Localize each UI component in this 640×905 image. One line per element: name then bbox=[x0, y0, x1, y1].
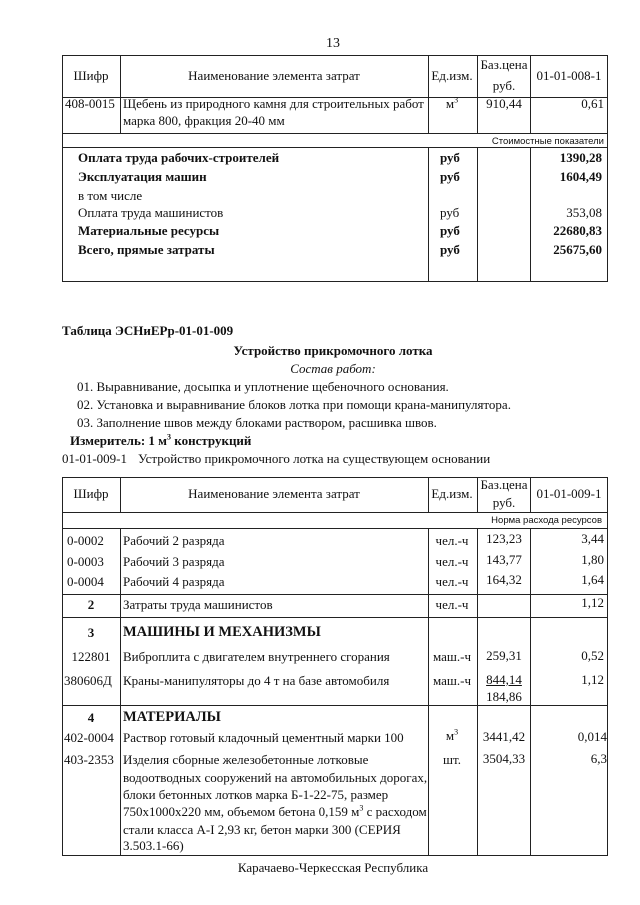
col-rate-header: 01-01-009-1 bbox=[536, 486, 602, 501]
resource-unit: шт. bbox=[443, 752, 461, 767]
resource-price-operator: 184,86 bbox=[486, 689, 522, 704]
resource-name: Изделия сборные железобетонные лотковые bbox=[123, 752, 369, 767]
total-label: Оплата труда машинистов bbox=[78, 205, 224, 220]
resource-price: 910,44 bbox=[486, 96, 522, 111]
section-number: 3 bbox=[87, 625, 95, 640]
resource-value: 0,61 bbox=[581, 96, 604, 111]
resource-code: 0-0004 bbox=[67, 574, 104, 589]
resource-code: 380606Д bbox=[64, 673, 112, 688]
resource-unit: чел.-ч bbox=[435, 554, 469, 569]
col-price-header: Баз.цена bbox=[480, 57, 528, 72]
total-unit: руб bbox=[440, 205, 460, 220]
resource-code: 408-0015 bbox=[65, 96, 115, 111]
resource-price: 164,32 bbox=[486, 572, 522, 587]
col-unit-header: Ед.изм. bbox=[431, 68, 473, 83]
total-value: 22680,83 bbox=[553, 223, 602, 238]
col-code-header: Шифр bbox=[73, 68, 109, 83]
work-item: 03. Заполнение швов между блоками раствором, расшивка швов. bbox=[77, 415, 437, 430]
resource-price: 3441,42 bbox=[482, 729, 526, 744]
resource-name-cont: марка 800, фракция 20-40 мм bbox=[123, 113, 285, 128]
resource-price: 123,23 bbox=[486, 531, 522, 546]
resource-name: Краны-манипуляторы до 4 т на базе автомобиля bbox=[123, 673, 390, 688]
resource-code: 0-0003 bbox=[67, 554, 104, 569]
col-price-header-unit: руб. bbox=[492, 495, 516, 510]
resource-name: Виброплита с двигателем внутреннего сгорания bbox=[123, 649, 390, 664]
resource-value: 0,52 bbox=[581, 648, 604, 663]
page-number: 13 bbox=[326, 36, 340, 51]
col-rate-header: 01-01-008-1 bbox=[536, 68, 602, 83]
resource-unit: маш.-ч bbox=[432, 649, 472, 664]
resource-name-cont: водоотводных сооружений на автомобильных дорогах, bbox=[123, 770, 428, 785]
resource-price: 259,31 bbox=[486, 648, 522, 663]
resource-code: 402-0004 bbox=[64, 730, 114, 745]
section-number: 4 bbox=[87, 710, 95, 725]
rate-name: Устройство прикромочного лотка на существующем основании bbox=[138, 451, 491, 466]
col-price-header-unit: руб. bbox=[492, 78, 516, 93]
resource-name: Рабочий 2 разряда bbox=[123, 533, 225, 548]
total-label: Всего, прямые затраты bbox=[78, 242, 215, 257]
resource-value: 1,64 bbox=[581, 572, 604, 587]
resource-unit: чел.-ч bbox=[435, 597, 469, 612]
total-value: 1604,49 bbox=[559, 169, 602, 184]
section-title: Устройство прикромочного лотка bbox=[233, 343, 433, 358]
resource-code: 403-2353 bbox=[64, 752, 114, 767]
total-unit: руб bbox=[440, 150, 460, 165]
resource-name: Раствор готовый кладочный цементный марки 100 bbox=[123, 730, 404, 745]
resource-name-cont: блоки бетонных лотков марка Б-1-22-75, размер bbox=[123, 787, 389, 802]
resource-code: 122801 bbox=[71, 649, 111, 664]
resource-value: 3,44 bbox=[581, 531, 604, 546]
resource-value: 0,014 bbox=[577, 729, 607, 744]
work-item: 01. Выравнивание, досыпка и уплотнение щебеночного основания. bbox=[77, 379, 449, 394]
total-unit: руб bbox=[440, 169, 460, 184]
col-unit-header: Ед.изм. bbox=[431, 486, 473, 501]
resource-price: 143,77 bbox=[486, 552, 522, 567]
col-price-header: Баз.цена bbox=[480, 477, 528, 492]
total-label: Материальные ресурсы bbox=[78, 223, 220, 238]
section-number: 2 bbox=[87, 597, 95, 612]
resource-value: 1,80 bbox=[581, 552, 604, 567]
resource-name: Щебень из природного камня для строительных работ bbox=[123, 96, 424, 111]
resource-name: Рабочий 3 разряда bbox=[123, 554, 225, 569]
total-unit: руб bbox=[440, 223, 460, 238]
resource-unit: чел.-ч bbox=[435, 574, 469, 589]
table-id: Таблица ЭСНиЕРр-01-01-009 bbox=[62, 323, 234, 338]
resource-value: 1,12 bbox=[581, 595, 604, 610]
works-heading: Состав работ: bbox=[290, 361, 376, 376]
resource-unit: $м^3$ bbox=[445, 727, 459, 743]
resource-name-cont: стали класса А-I 2,93 кг, бетон марки 300 (СЕРИЯ bbox=[123, 822, 401, 837]
resource-name-cont: 750x1000x220 мм, объемом бетона 0,159 $м^3$ с расходом bbox=[123, 803, 427, 819]
col-name-header: Наименование элемента затрат bbox=[188, 68, 360, 83]
resource-price: 844,14 bbox=[486, 672, 522, 687]
total-label: Эксплуатация машин bbox=[78, 169, 207, 184]
section-title: МАТЕРИАЛЫ bbox=[123, 709, 221, 725]
measure-unit: Измеритель: 1 $м^3$ конструкций bbox=[70, 432, 252, 448]
col-name-header: Наименование элемента затрат bbox=[188, 486, 360, 501]
footer-region: Карачаево-Черкесская Республика bbox=[237, 860, 429, 875]
resource-name: Затраты труда машинистов bbox=[123, 597, 273, 612]
resource-unit: маш.-ч bbox=[432, 673, 472, 688]
resource-code: 0-0002 bbox=[67, 533, 104, 548]
cost-indicators-label: Стоимостные показатели bbox=[491, 136, 604, 147]
resource-unit: $м^3$ bbox=[445, 95, 459, 111]
col-code-header: Шифр bbox=[73, 486, 109, 501]
total-value: 25675,60 bbox=[553, 242, 602, 257]
resource-value: 1,12 bbox=[581, 672, 604, 687]
resource-name: Рабочий 4 разряда bbox=[123, 574, 225, 589]
resource-price: 3504,33 bbox=[482, 751, 526, 766]
total-label: в том числе bbox=[78, 188, 143, 203]
total-label: Оплата труда рабочих-строителей bbox=[78, 150, 280, 165]
resource-value: 6,3 bbox=[590, 751, 607, 766]
resource-norm-label: Норма расхода ресурсов bbox=[491, 515, 602, 526]
section-title: МАШИНЫ И МЕХАНИЗМЫ bbox=[123, 624, 321, 640]
total-value: 1390,28 bbox=[559, 150, 602, 165]
resource-unit: чел.-ч bbox=[435, 533, 469, 548]
rate-code: 01-01-009-1 bbox=[62, 451, 127, 466]
total-value: 353,08 bbox=[566, 205, 602, 220]
resource-name-cont: 3.503.1-66) bbox=[123, 838, 184, 853]
work-item: 02. Установка и выравнивание блоков лотка при помощи крана-манипулятора. bbox=[77, 397, 511, 412]
total-unit: руб bbox=[440, 242, 460, 257]
